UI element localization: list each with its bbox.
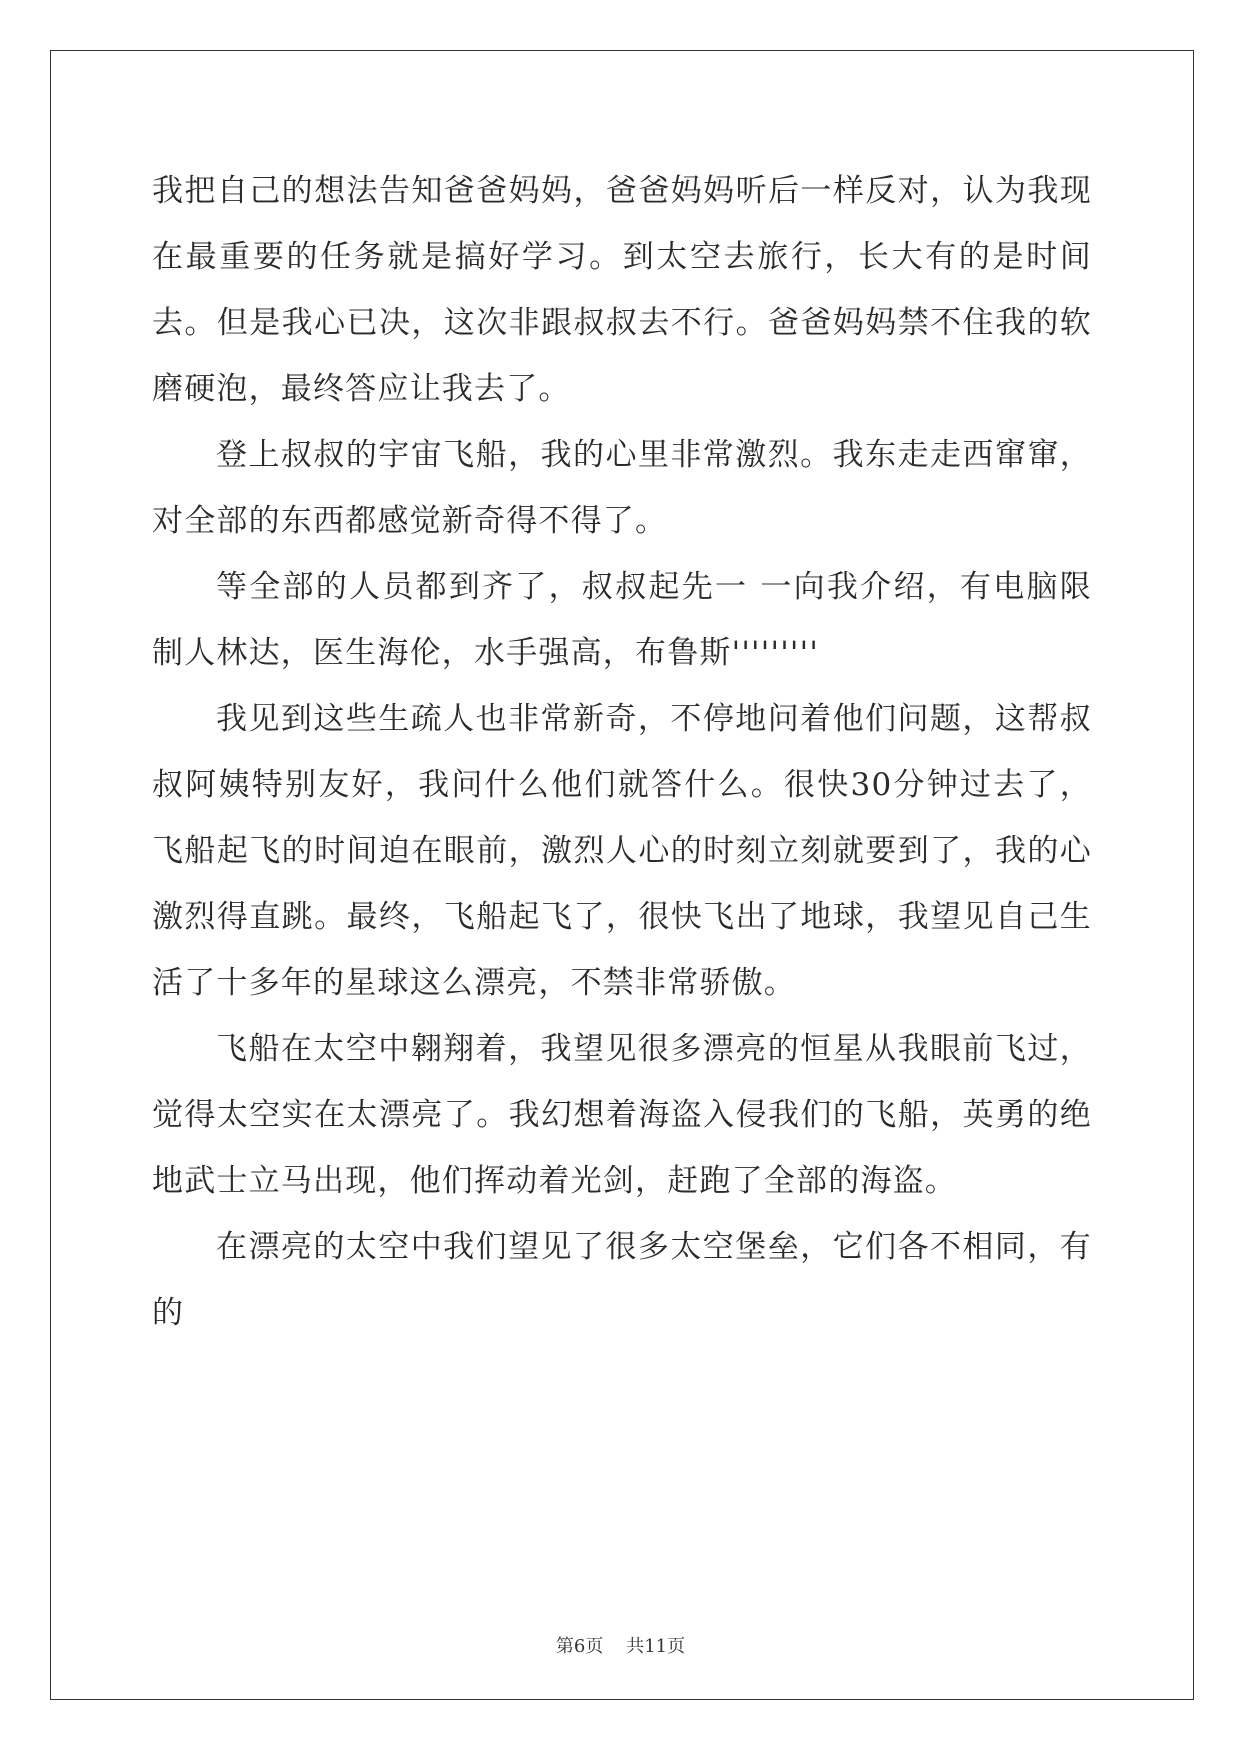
paragraph: 飞船在太空中翱翔着，我望见很多漂亮的恒星从我眼前飞过，觉得太空实在太漂亮了。我幻想着海盗入侵我们的飞船，英勇的绝地武士立马出现，他们挥动着光剑，赶跑了全部的海盗。 (152, 1031, 1092, 1199)
paragraph: 我见到这些生疏人也非常新奇，不停地问着他们问题，这帮叔叔阿姨特别友好，我问什么他们就答什么。很快30分钟过去了，飞船起飞的时间迫在眼前，激烈人心的时刻立刻就要到了，我的心激烈得直跳。最终，飞船起飞了，很快飞出了地球，我望见自己生活了十多年的星球这么漂亮，不禁非常骄傲。 (152, 701, 1092, 1001)
paragraph: 登上叔叔的宇宙飞船，我的心里非常激烈。我东走走西窜窜，对全部的东西都感觉新奇得不得了。 (152, 437, 1092, 539)
paragraph: 等全部的人员都到齐了，叔叔起先一 一向我介绍，有电脑限制人林达，医生海伦，水手强高，布鲁斯''''''''' (152, 569, 1092, 671)
page-footer (0, 1632, 1241, 1658)
document-body (152, 158, 1092, 1346)
page-number: 第6页 (555, 1636, 604, 1657)
paragraph: 我把自己的想法告知爸爸妈妈，爸爸妈妈听后一样反对，认为我现在最重要的任务就是搞好学习。到太空去旅行，长大有的是时间去。但是我心已决，这次非跟叔叔去不行。爸爸妈妈禁不住我的软磨硬泡，最终答应让我去了。 (152, 173, 1092, 407)
page-total: 共11页 (626, 1636, 686, 1657)
paragraph: 在漂亮的太空中我们望见了很多太空堡垒，它们各不相同，有的 (152, 1229, 1092, 1331)
